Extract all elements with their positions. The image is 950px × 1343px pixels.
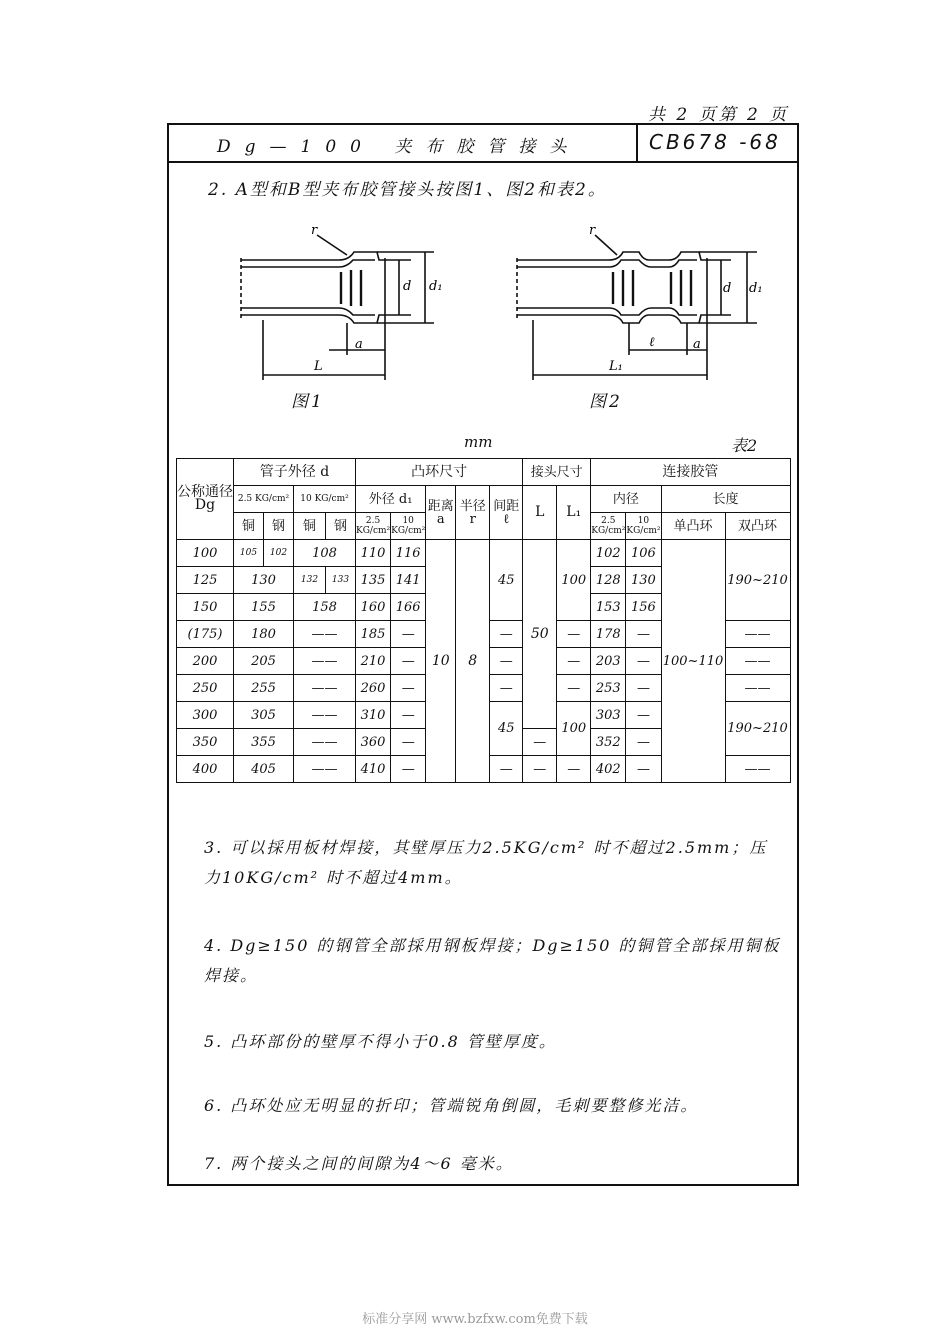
table-unit: mm xyxy=(464,433,493,451)
note-3: 3. 可以採用板材焊接，其壁厚压力2.5KG/cm² 时不超过2.5mm；压力10KG/cm² 时不超过4mm。 xyxy=(204,838,768,887)
merged-r: 8 xyxy=(456,540,490,783)
hdr-single: 单凸环 xyxy=(661,513,725,540)
merged-double-top: 190~210 xyxy=(725,540,790,621)
table-row: 250 255 —— 260 — — — 253 — —— xyxy=(177,675,791,702)
table-row: 150 155 158 160 166 153 156 xyxy=(177,594,791,621)
hdr-od-p10: 10 KG/cm² xyxy=(391,513,426,540)
table-row: 350 355 —— 360 — — 352 — xyxy=(177,729,791,756)
hdr-p25: 2.5 KG/cm² xyxy=(234,486,294,513)
table-row: 400 405 —— 410 — — — — 402 — —— xyxy=(177,756,791,783)
merged-single: 100~110 xyxy=(661,540,725,783)
merged-a: 10 xyxy=(426,540,456,783)
page-number: 共 2 页第 2 页 xyxy=(648,105,790,125)
fig1-label-d1: d₁ xyxy=(429,279,443,294)
note-5: 5. 凸环部份的壁厚不得小于0.8 管壁厚度。 xyxy=(204,1032,557,1051)
merged-L1-bottom: 100 xyxy=(557,702,591,756)
figure-1-caption: 图1 xyxy=(291,392,325,412)
hdr-in-p25: 2.5 KG/cm² xyxy=(591,513,626,540)
note-6: 6. 凸环处应无明显的折印；管端锐角倒圆，毛刺要整修光洁。 xyxy=(204,1096,699,1115)
hdr-steel-1: 钢 xyxy=(264,513,294,540)
hdr-nominal: 公称通径 Dg xyxy=(177,459,234,540)
figure-2-caption: 图2 xyxy=(589,392,623,412)
document-title: Dg—100 夹布胶管接头 xyxy=(217,137,581,157)
note-7: 7. 两个接头之间的间隙为4～6 毫米。 xyxy=(204,1154,514,1173)
table-row: 125 130 132 133 135 141 128 130 xyxy=(177,567,791,594)
hdr-spacing-l: 间距 ℓ xyxy=(490,486,523,540)
hdr-dist-a: 距离 a xyxy=(426,486,456,540)
hdr-radius-r: 半径 r xyxy=(456,486,490,540)
fig1-label-L: L xyxy=(314,359,323,374)
hdr-ring: 凸环尺寸 xyxy=(356,459,523,486)
fig2-label-a: a xyxy=(693,337,701,352)
figure-2-drawing xyxy=(509,220,763,390)
table-row: 100 105 102 108 110 116 10 8 45 50 100 102 106 100~110 190~210 xyxy=(177,540,791,567)
hdr-steel-2: 钢 xyxy=(326,513,356,540)
drawing-frame xyxy=(167,123,799,1186)
hdr-joint: 接头尺寸 xyxy=(523,459,591,486)
intro-text: 2. A型和B型夹布胶管接头按图1、图2和表2。 xyxy=(208,180,607,200)
table-number: 表2 xyxy=(731,436,758,455)
fig2-label-L1: L₁ xyxy=(609,359,623,374)
merged-l-top: 45 xyxy=(490,540,523,621)
table-row: (175) 180 —— 185 — — — 178 — —— xyxy=(177,621,791,648)
hdr-hose: 连接胶管 xyxy=(591,459,790,486)
fig1-label-a: a xyxy=(355,337,363,352)
title-divider xyxy=(636,125,638,161)
hdr-od-p25: 2.5 KG/cm² xyxy=(356,513,391,540)
hdr-L1: L₁ xyxy=(557,486,591,540)
note-4: 4. Dg≥150 的钢管全部採用钢板焊接；Dg≥150 的铜管全部採用铜板焊接。 xyxy=(204,936,781,985)
hdr-copper-1: 铜 xyxy=(234,513,264,540)
merged-l-bottom: 45 xyxy=(490,702,523,756)
hdr-double: 双凸环 xyxy=(725,513,790,540)
fig2-label-d: d xyxy=(723,281,732,296)
hdr-length: 长度 xyxy=(661,486,790,513)
fig1-label-d: d xyxy=(403,279,412,294)
merged-L: 50 xyxy=(523,540,557,729)
table-row: 200 205 —— 210 — — — 203 — —— xyxy=(177,648,791,675)
merged-L1-top: 100 xyxy=(557,540,591,621)
hdr-in-p10: 10 KG/cm² xyxy=(626,513,661,540)
hdr-pipe-od: 管子外径 d xyxy=(234,459,356,486)
hdr-od-d1: 外径 d₁ xyxy=(356,486,426,513)
table-row: 300 305 —— 310 — 45 100 303 — 190~210 xyxy=(177,702,791,729)
fig1-label-r: r xyxy=(311,223,318,238)
hdr-copper-2: 铜 xyxy=(294,513,326,540)
table-header-row xyxy=(177,459,791,486)
merged-double-bottom: 190~210 xyxy=(725,702,790,756)
fig2-label-d1: d₁ xyxy=(749,281,763,296)
standard-code: CB678 -68 xyxy=(649,130,781,154)
hdr-L: L xyxy=(523,486,557,540)
spec-table xyxy=(176,458,791,783)
hdr-p10: 10 KG/cm² xyxy=(294,486,356,513)
fig2-label-r: r xyxy=(589,223,596,238)
title-block xyxy=(169,125,797,163)
fig2-label-l: ℓ xyxy=(649,335,655,350)
watermark-footer: 标准分享网 www.bzfxw.com免费下载 xyxy=(362,1312,588,1327)
hdr-inner: 内径 xyxy=(591,486,661,513)
figure-1-drawing xyxy=(229,220,459,390)
